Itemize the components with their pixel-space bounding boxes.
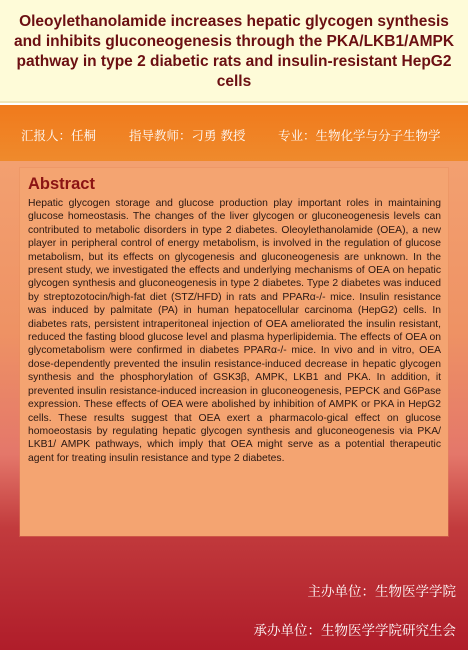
advisor-label: 指导教师：刁勇 教授 [129,128,246,143]
info-bar [0,105,468,161]
poster-title: Oleoylethanolamide increases hepatic glycogen synthesis and inhibits gluconeogenesis through the PKA/LKB1/AMPK pathway in type 2 diabetic rats and insulin-resistant HepG2 cells [13,13,455,90]
host-unit: 主办单位：生物医学学院 [307,584,456,600]
abstract-heading: Abstract [28,175,95,193]
title-box [0,0,468,103]
abstract-text: Hepatic glycogen storage and glucose production play important roles in maintaining glucose homeostasis. The changes of the liver glycogen or gluconeogenesis levels can contributed to metabolic disorders in type 2 diabetes. Oleoylethanolamide (OEA), a new player in peripheral control of energy metabolism, is involved in the regulation of glucose metabolism, but its effects on glycogenesis and gluconeogenesis are unknown. In the present study, we investigated the effects and underlying mechanisms of OEA on hepatic glycogen synthesis and gluconeogenesis in type 2 diabetes. Type 2 diabetes was induced by streptozotocin/high-fat diet (STZ/HFD) in rats and PPARα-/- mice. Insulin resistance was induced by palmitate (PA) in human hepatocellular carcinoma (HepG2) cells. In diabetes rats, persistent intraperitoneal injection of OEA ameliorated the insulin resistant, reduced the fasting blood glucose level and plasma hyperlipidemia. The effects of OEA on glycometabolism were confirmed in diabetes PPARα-/- mice. In vivo and in vitro, OEA dose-dependently prevented the insulin resistance-induced decrease in hepatic glycogen synthesis and the phosphorylation of GSK3β, AMPK, LKB1 and PKA. In addition, it prevented insulin resistance-induced increasion in gluconeogenesis, PEPCK and G6Pase expression. These effects of OEA were abolished by inhibition of AMPK or PKA in HepG2 cells. These results suggest that OEA exert a pharmacolo-gical effect on glucose homoeostasis by regulating hepatic glycogen synthesis and gluconeogenesis via PKA/ LKB1/ AMPK pathways, which imply that OEA might serve as a potential therapeutic agent for treating insulin resistance and type 2 diabetes. [28,198,441,464]
major-label: 专业：生物化学与分子生物学 [278,128,441,143]
organizer-unit: 承办单位：生物医学学院研究生会 [253,623,456,639]
reporter-label: 汇报人：任桐 [21,128,97,143]
